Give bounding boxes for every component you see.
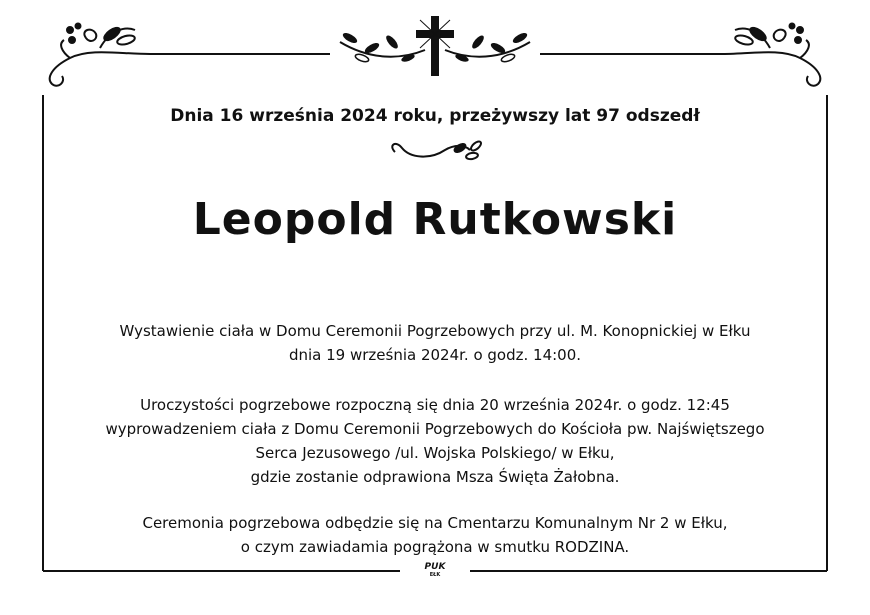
- logo-main-text: PUK: [424, 562, 446, 572]
- burial-line: Ceremonia pogrzebowa odbędzie się na Cmentarzu Komunalnym Nr 2 w Ełku,: [142, 514, 728, 532]
- border-lines: [43, 54, 827, 571]
- viewing-line: Wystawienie ciała w Domu Ceremonii Pogrzebowych przy ul. M. Konopnickiej w Ełku: [119, 322, 751, 340]
- leaf-divider-icon: [392, 140, 482, 160]
- burial-line: o czym zawiadamia pogrążona w smutku RODZINA.: [240, 538, 630, 556]
- death-announcement-header: Dnia 16 września 2024 roku, przeżywszy lat 97 odszedł: [170, 106, 700, 126]
- ceremony-line: gdzie zostanie odprawiona Msza Święta Żałobna.: [250, 468, 620, 486]
- burial-info: [40, 511, 830, 559]
- floral-swirl-icon: [720, 24, 820, 86]
- ceremony-line: wyprowadzeniem ciała z Domu Ceremonii Pogrzebowych do Kościoła pw. Najświętszego: [105, 420, 765, 438]
- deceased-name: Leopold Rutkowski: [192, 194, 678, 245]
- logo-sub-text: EŁK: [429, 572, 441, 578]
- viewing-line: dnia 19 września 2024r. o godz. 14:00.: [288, 346, 582, 364]
- floral-swirl-icon: [50, 24, 150, 86]
- ceremony-line: Uroczystości pogrzebowe rozpoczną się dnia 20 września 2024r. o godz. 12:45: [140, 396, 730, 414]
- cross-with-leaves-icon: [340, 16, 530, 76]
- viewing-info: [40, 319, 830, 367]
- ceremony-line: Serca Jezusowego /ul. Wojska Polskiego/ w Ełku,: [255, 444, 615, 462]
- ceremony-info: [40, 393, 830, 489]
- company-logo: [410, 563, 460, 578]
